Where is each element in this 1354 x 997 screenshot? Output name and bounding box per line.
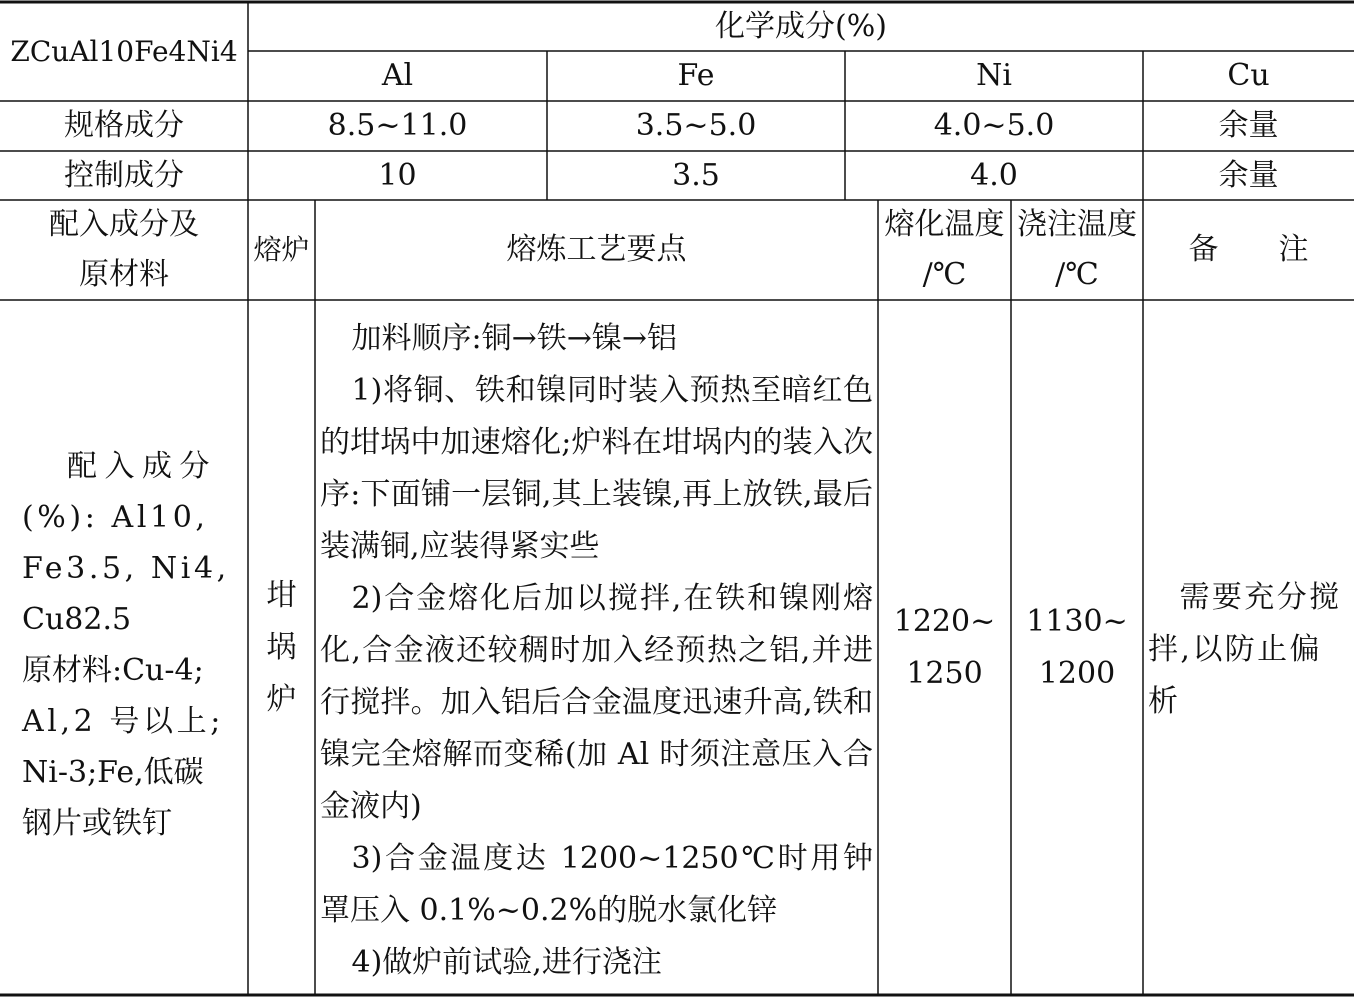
control-al: 10 — [378, 157, 417, 193]
materials-line: (%): Al10, — [22, 500, 209, 535]
process-step: 2)合金熔化后加以搅拌,在铁和镍刚熔化,合金液还较稠时加入经预热之铝,并进行搅拌。加入铝后合金温度迅速升高,铁和镍完全熔解而变稀(加 Al 时须注意压入合金液内) — [320, 581, 873, 824]
control-cu: 余量 — [1218, 157, 1279, 193]
process-step: 3)合金温度达 1200~1250℃时用钟罩压入 0.1%~0.2%的脱水氯化锌 — [320, 841, 873, 928]
furnace-char: 坩 — [266, 577, 297, 613]
spec-fe: 3.5~5.0 — [635, 108, 757, 143]
remarks-cell — [1148, 572, 1350, 728]
materials-header-line2: 原材料 — [79, 257, 169, 292]
control-label: 控制成分 — [64, 157, 184, 193]
process-steps — [320, 313, 873, 989]
materials-header-line1: 配入成分及 — [49, 207, 199, 242]
melt-temp-cell — [878, 300, 1011, 995]
materials-cell — [22, 441, 234, 849]
element-cu: Cu — [1227, 58, 1270, 93]
spec-ni: 4.0~5.0 — [933, 108, 1055, 143]
materials-line: 配入成分 — [67, 449, 217, 484]
element-ni: Ni — [976, 58, 1012, 93]
pour-temp-header-line2: /℃ — [1055, 257, 1099, 292]
pour-temp-header-line1: 浇注温度 — [1017, 207, 1137, 242]
materials-line: 钢片或铁钉 — [22, 806, 172, 841]
furnace-char: 炉 — [266, 681, 297, 717]
furnace-char: 埚 — [266, 629, 297, 665]
furnace-cell — [248, 300, 315, 995]
melt-temp-header-line1: 熔化温度 — [884, 207, 1005, 242]
process-step: 加料顺序:铜→铁→镍→铝 — [351, 321, 678, 356]
spec-al: 8.5~11.0 — [327, 108, 468, 143]
remark-text: 需要充分搅拌,以防止偏析 — [1148, 580, 1342, 719]
melt-temp-header-line2: /℃ — [922, 257, 967, 292]
melt-temp-line: 1250 — [906, 655, 983, 691]
furnace-header: 熔炉 — [253, 233, 310, 266]
spec-label: 规格成分 — [64, 108, 184, 143]
pour-temp-cell — [1011, 300, 1143, 995]
remarks-header: 备 注 — [1188, 232, 1309, 267]
materials-line: 原材料:Cu-4; — [22, 653, 204, 688]
element-fe: Fe — [677, 58, 715, 93]
composition-header: 化学成分(%) — [715, 8, 887, 44]
pour-temp-line: 1200 — [1038, 655, 1116, 691]
materials-line: Cu82.5 — [22, 602, 132, 637]
pour-temp-line: 1130~ — [1026, 603, 1128, 639]
melt-temp-header — [878, 200, 1011, 300]
element-al: Al — [381, 58, 414, 93]
process-points-header: 熔炼工艺要点 — [506, 232, 687, 267]
materials-line: Fe3.5, Ni4, — [22, 551, 230, 586]
materials-line: Al,2 号以上; — [22, 704, 224, 739]
materials-line: Ni-3;Fe,低碳 — [22, 755, 204, 790]
process-step: 4)做炉前试验,进行浇注 — [351, 945, 662, 980]
control-fe: 3.5 — [672, 157, 720, 193]
alloy-code: ZCuAl10Fe4Ni4 — [10, 34, 238, 68]
pour-temp-header — [1011, 200, 1143, 300]
control-ni: 4.0 — [970, 157, 1018, 193]
spec-cu: 余量 — [1218, 108, 1279, 143]
melt-temp-line: 1220~ — [893, 603, 996, 639]
process-step: 1)将铜、铁和镍同时装入预热至暗红色的坩埚中加速熔化;炉料在坩埚内的装入次序:下面铺一层铜,其上装镍,再上放铁,最后装满铜,应装得紧实些 — [320, 373, 873, 564]
materials-header — [0, 200, 248, 300]
